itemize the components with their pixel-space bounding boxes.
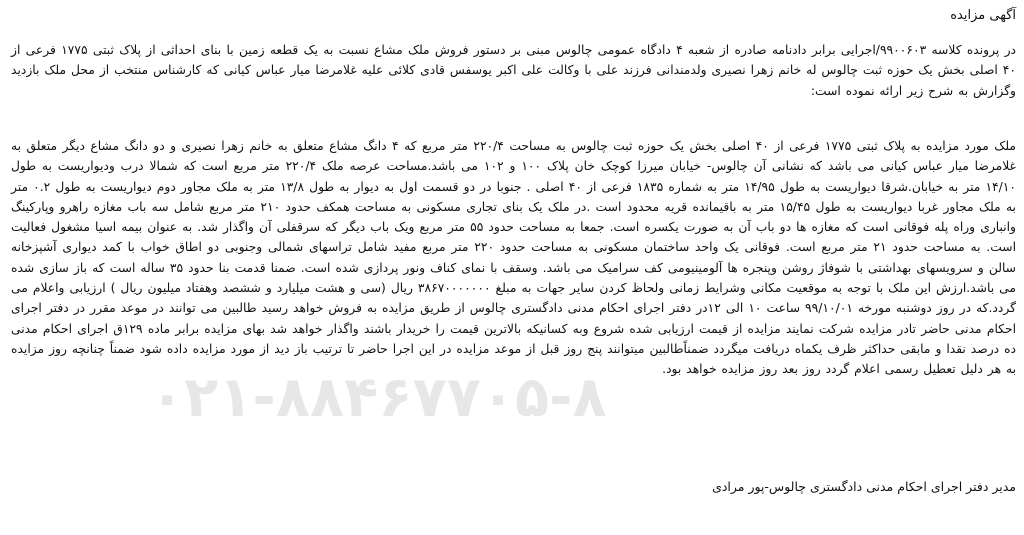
- notice-body-paragraph: ملک مورد مزایده به پلاک ثبتی ۱۷۷۵ فرعی از ۴۰ اصلی بخش یک حوزه ثبت چالوس به مساحت ۲۲۰/۴ متر مربع که ۴ دانگ مشاع متعلق به خانم زهرا نصیری و دو دانگ مشاع دیگر متعلق به غلامرضا میار عباس کیانی می باشد که نشانی آن چالوس- خیابان میرزا کوچک خان پلاک ۱۰۰ و ۱۰۲ می باشد.مساحت عرصه ملک ۲۲۰/۴ متر مربع است که شمالا درب ودیواریست به طول ۱۴/۱۰ متر به خیابان.شرقا دیواریست به طول ۱۴/۹۵ متر به شماره ۱۸۳۵ فرعی از ۴۰ اصلی . جنوبا در دو قسمت اول به دیوار به طول ۱۳/۸ متر به ملک مجاور دوم دیواریست به طول ۰.۲ متر به ملک مجاور غربا دیواریست به طول ۱۵/۴۵ متر به باقیمانده قریه محدود است .در ملک یک بنای تجاری مسکونی به مساحت همکف حدود ۲۱۰ متر مربع شامل سه باب مغازه راهرو وپارکینگ وانباری وراه پله فوقانی است که مغازه ها دو باب آن به صورت یکسره است. جمعا به مساحت حدود ۵۵ متر مربع ویک باب دیگر که سرقفلی آن واگذار شد. به عنوان بیمه اسیا مشغول فعالیت است. به مساحت حدود ۲۱ متر مربع است. فوقانی یک واحد ساختمان مسکونی به مساحت حدود ۲۲۰ متر مربع مفید شامل تراسهای شمالی وجنوبی دو اطاق خواب با کمد دیواری آشپزخانه سالن و سرویسهای بهداشتی با شوفاژ روشن وپنجره ها آلومینیومی کف سرامیک می باشد. وسقف با نمای کناف ونور پردازی شده است. ضمنا قدمت بنا حدود ۳۵ ساله است که باز سازی شده می باشد.ارزش این ملک با توجه به موقعیت مکانی وشرایط زمانی ولحاظ کردن سایر جهات به مبلغ ۳۸۶۷۰۰۰۰۰۰۰ ریال (سی و هشت میلیارد و ششصد وهفتاد میلیون ریال ) ارزیابی واعلام می گردد.که در روز دوشنبه مورخه ۹۹/۱۰/۰۱ ساعت ۱۰ الی ۱۲در دفتر اجرای احکام مدنی دادگستری چالوس از طریق مزایده به فروش خواهد رسید طالبین می توانند در موعد مقرر در دفتر اجرای احکام مدنی حاضر تادر مزایده شرکت نمایند مزایده از قیمت ارزیابی شده شروع وبه کسانیکه بالاترین قیمت را خریدار باشند واگذار خواهد شد بهای مزایده برابر ماده ۱۲۹ق اجرای احکام مدنی ده درصد نقدا و مابقی حداکثر ظرف یکماه دریافت میگردد ضمناًطالبین میتوانند پنج روز قبل از موعد مزایده در این اجرا حاضر تا ترتیب باز دید از مورد مزایده داده شود ضمناً چنانچه روز مزایده به هر دلیل تعطیل رسمی اعلام گردد روز بعد روز مزایده خواهد بود.: [11, 139, 1017, 377]
- phone-watermark: ۰۲۱-۸۸۴۶۷۷۰۵-۸: [150, 365, 607, 430]
- notice-title: آگهی مزایده: [950, 8, 1016, 23]
- notice-signature: مدیر دفتر اجرای احکام مدنی دادگستری چالوس-پور مرادی: [712, 479, 1016, 494]
- notice-intro-paragraph: در پرونده کلاسه ۹۹۰۰۶۰۳/اجرایی برابر دادنامه صادره از شعبه ۴ دادگاه عمومی چالوس مبنی بر دستور فروش ملک مشاع نسبت به یک قطعه زمین با بنای احداثی از پلاک ثبتی ۱۷۷۵ فرعی از ۴۰ اصلی بخش یک حوزه ثبت چالوس له خانم زهرا نصیری ولدمندانی فرزند علی با وکالت علی اکبر یوسفس قادی کلائی علیه غلامرضا میار عباس کیانی که کارشناس منتخب از محل ملک بازدید وگزارش به شرح زیر ارائه نموده است:: [11, 43, 1016, 98]
